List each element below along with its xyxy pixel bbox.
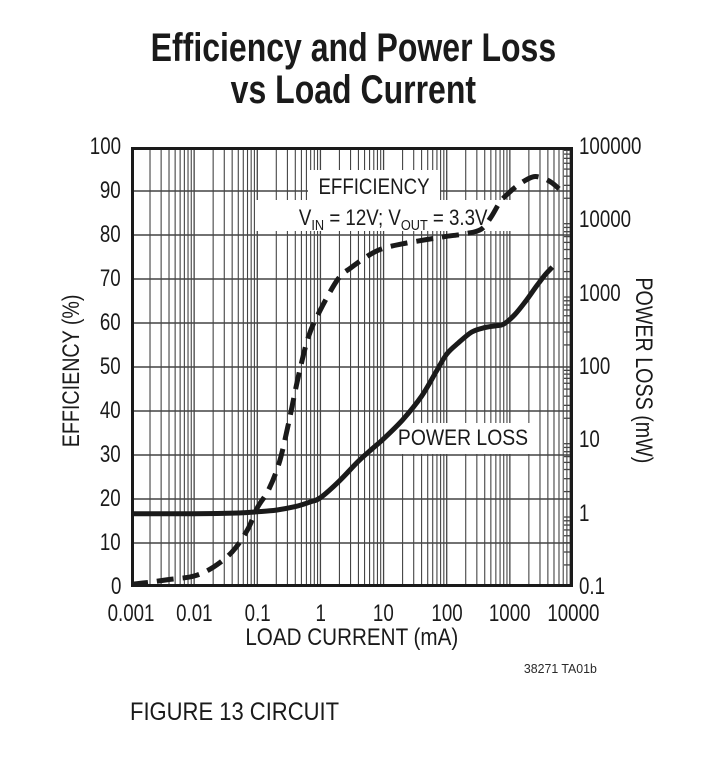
x-tick [149, 601, 239, 627]
y-right-tick [579, 354, 679, 380]
y-right-tick [579, 134, 679, 160]
x-tick-text: 0.001 [107, 600, 155, 627]
y-right-tick-text: 100000 [579, 133, 642, 160]
y-left-tick-text: 20 [100, 485, 121, 512]
y-left-tick [40, 178, 121, 204]
efficiency-curve [131, 177, 559, 585]
y-left-tick-text: 80 [100, 221, 121, 248]
curve-layer [131, 177, 559, 585]
x-tick-text: 0.1 [244, 600, 271, 627]
y-left-tick [40, 574, 121, 600]
y-left-tick [40, 134, 121, 160]
y-left-tick-text: 30 [100, 441, 121, 468]
x-tick-text: 1000 [489, 600, 531, 627]
figure-caption: FIGURE 13 CIRCUIT [130, 698, 340, 726]
x-tick [465, 601, 555, 627]
power-loss-series-label: POWER LOSS [397, 425, 529, 451]
y-right-tick-text: 10 [579, 426, 600, 454]
y-right-tick-text: 1000 [579, 279, 621, 307]
y-right-tick-labels [579, 0, 679, 760]
x-tick-text: 0.01 [175, 600, 213, 627]
y-left-tick-text: 60 [100, 309, 121, 336]
chart-title-line2: vs Load Current [230, 68, 477, 112]
y-right-tick [579, 281, 679, 307]
y-right-tick-text: 10000 [579, 206, 632, 234]
figure-caption-row [130, 698, 530, 726]
efficiency-series-label: EFFICIENCY [318, 175, 430, 200]
y-left-tick [40, 530, 121, 556]
y-left-tick-text: 100 [89, 133, 121, 160]
y-right-tick-text: 0.1 [579, 573, 606, 600]
plot-area [131, 147, 573, 587]
y-right-axis-title: POWER LOSS (mW) [630, 277, 657, 463]
x-tick-text: 10 [373, 600, 394, 627]
y-right-tick [579, 574, 679, 600]
y-right-axis-title-row [630, 255, 656, 485]
y-right-tick-text: 1 [579, 499, 590, 527]
chart-canvas [131, 147, 573, 587]
x-tick-text: 10000 [546, 600, 600, 627]
x-tick-text: 100 [431, 600, 463, 627]
doc-code-row [360, 661, 597, 676]
y-right-tick [579, 427, 679, 453]
y-right-tick [579, 501, 679, 527]
y-left-tick-text: 50 [100, 353, 121, 380]
y-right-tick [579, 207, 679, 233]
y-left-tick-text: 0 [110, 573, 121, 600]
y-left-tick-text: 40 [100, 397, 121, 424]
x-axis-title: LOAD CURRENT (mA) [245, 624, 459, 651]
doc-code: 38271 TA01b [523, 661, 597, 676]
x-axis-title-row [152, 625, 552, 651]
y-left-tick-text: 90 [100, 177, 121, 204]
y-left-tick [40, 486, 121, 512]
y-left-axis-title-row [59, 256, 85, 486]
y-left-axis-title: EFFICIENCY (%) [58, 294, 85, 448]
y-right-tick-text: 100 [579, 353, 611, 380]
chart-title-line1: Efficiency and Power Loss [150, 26, 557, 70]
y-left-tick-text: 10 [100, 529, 121, 556]
y-left-tick [40, 222, 121, 248]
x-tick-text: 1 [315, 600, 326, 627]
y-left-tick-text: 70 [100, 265, 121, 292]
conditions-label: $V_{IN} = 12V$; $V_{OUT} = 3.3V$ [298, 206, 488, 234]
